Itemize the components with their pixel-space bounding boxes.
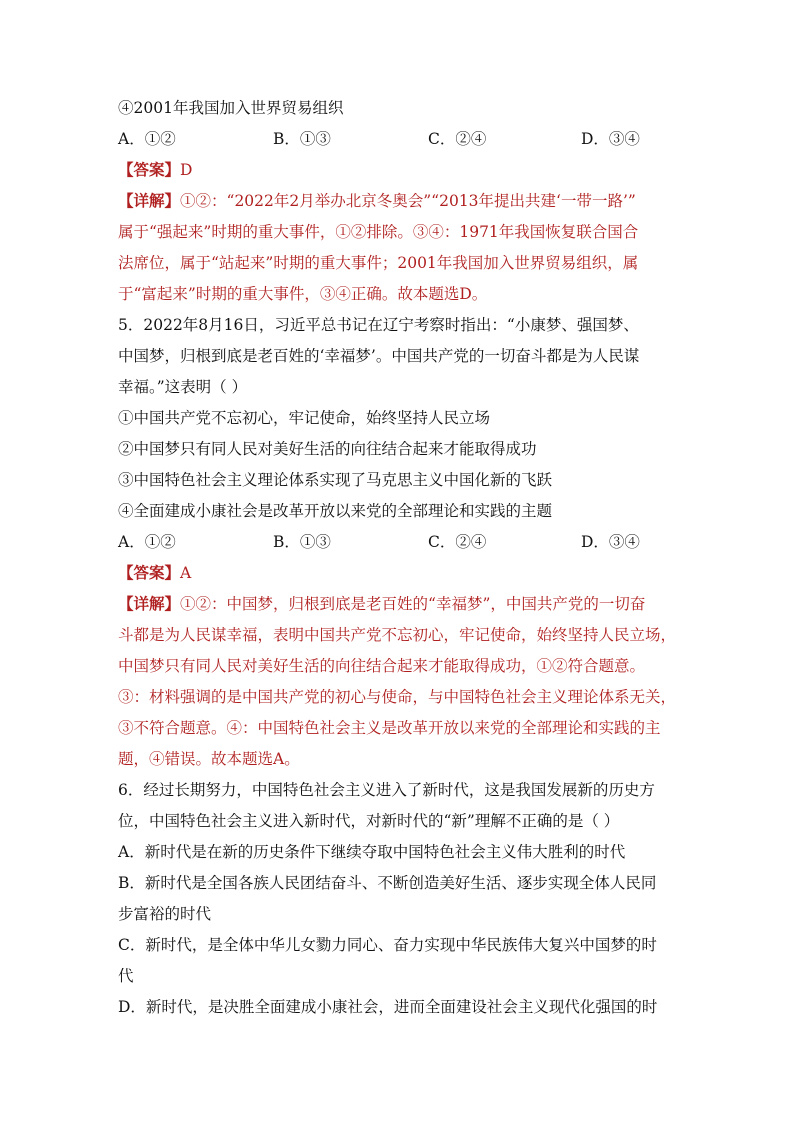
q5-option-c: C．②④ — [428, 533, 487, 551]
q4-answer — [118, 159, 192, 181]
q6-stem-line-1: 6．经过长期努力，中国特色社会主义进入了新时代，这是我国发展新的历史方 — [118, 781, 655, 799]
q4-detail-line-3: 法席位，属于“站起来”时期的重大事件；2001年我国加入世界贸易组织，属 — [118, 254, 639, 272]
q6-option-c-line-1: C．新时代，是全体中华儿女勠力同心、奋力实现中华民族伟大复兴中国梦的时 — [118, 936, 657, 954]
q4-option-b: B．①③ — [273, 130, 331, 148]
detail-tag: 【详解】 — [118, 594, 181, 613]
q5-answer — [118, 562, 191, 584]
detail-text: ①②：中国梦，归根到底是老百姓的“幸福梦”，中国共产党的一切奋 — [180, 595, 646, 613]
detail-tag: 【详解】 — [118, 191, 181, 210]
q5-detail-line-3: 中国梦只有同人民对美好生活的向往结合起来才能取得成功，①②符合题意。 — [118, 657, 646, 675]
q5-item-4: ④全面建成小康社会是改革开放以来党的全部理论和实践的主题 — [118, 502, 553, 520]
q6-option-d-line-1: D．新时代，是决胜全面建成小康社会，进而全面建设社会主义现代化强国的时 — [118, 998, 658, 1016]
q4-detail-line-2: 属于“强起来”时期的重大事件，①②排除。③④：1971年我国恢复联合国合 — [118, 223, 639, 241]
q6-option-b-line-2: 步富裕的时代 — [118, 905, 212, 923]
q6-option-a: A．新时代是在新的历史条件下继续夺取中国特色社会主义伟大胜利的时代 — [118, 843, 626, 861]
q4-item-4: ④2001年我国加入世界贸易组织 — [118, 99, 344, 117]
q5-stem-line-1: 5．2022年8月16日，习近平总书记在辽宁考察时指出：“小康梦、强国梦、 — [118, 316, 639, 334]
q5-detail-line-6: 题，④错误。故本题选A。 — [118, 750, 300, 768]
q4-detail-line-1 — [118, 190, 636, 212]
q5-option-d: D．③④ — [581, 533, 640, 551]
q5-option-b: B．①③ — [273, 533, 331, 551]
q6-option-b-line-1: B．新时代是全国各族人民团结奋斗、不断创造美好生活、逐步实现全体人民同 — [118, 874, 657, 892]
q5-item-1: ①中国共产党不忘初心，牢记使命，始终坚持人民立场 — [118, 409, 491, 427]
q5-stem-line-3: 幸福。”这表明（ ） — [118, 378, 248, 396]
answer-value: A — [180, 564, 192, 582]
q4-option-a: A．①② — [118, 130, 176, 148]
q5-detail-line-4: ③：材料强调的是中国共产党的初心与使命，与中国特色社会主义理论体系无关， — [118, 688, 677, 706]
q5-option-a: A．①② — [118, 533, 176, 551]
q5-detail-line-2: 斗都是为人民谋幸福，表明中国共产党不忘初心，牢记使命，始终坚持人民立场， — [118, 626, 677, 644]
q5-stem-line-2: 中国梦，归根到底是老百姓的‘幸福梦’。中国共产党的一切奋斗都是为人民谋 — [118, 347, 640, 365]
q4-options — [118, 128, 678, 150]
q5-detail-line-1 — [118, 593, 645, 615]
q5-item-3: ③中国特色社会主义理论体系实现了马克思主义中国化新的飞跃 — [118, 471, 553, 489]
answer-tag: 【答案】 — [118, 160, 181, 179]
q5-item-2: ②中国梦只有同人民对美好生活的向往结合起来才能取得成功 — [118, 440, 537, 458]
q5-options — [118, 531, 678, 553]
q4-option-d: D．③④ — [581, 130, 640, 148]
answer-value: D — [180, 161, 193, 179]
detail-text: ①②：“2022年2月举办北京冬奥会”“2013年提出共建‘一带一路’” — [180, 192, 636, 210]
q4-detail-line-4: 于“富起来”时期的重大事件，③④正确。故本题选D。 — [118, 285, 488, 303]
q6-option-c-line-2: 代 — [118, 967, 134, 985]
q4-option-c: C．②④ — [428, 130, 487, 148]
q5-detail-line-5: ③不符合题意。④：中国特色社会主义是改革开放以来党的全部理论和实践的主 — [118, 719, 661, 737]
q6-stem-line-2: 位，中国特色社会主义进入新时代，对新时代的“新”理解不正确的是（ ） — [118, 812, 620, 830]
answer-tag: 【答案】 — [118, 563, 181, 582]
